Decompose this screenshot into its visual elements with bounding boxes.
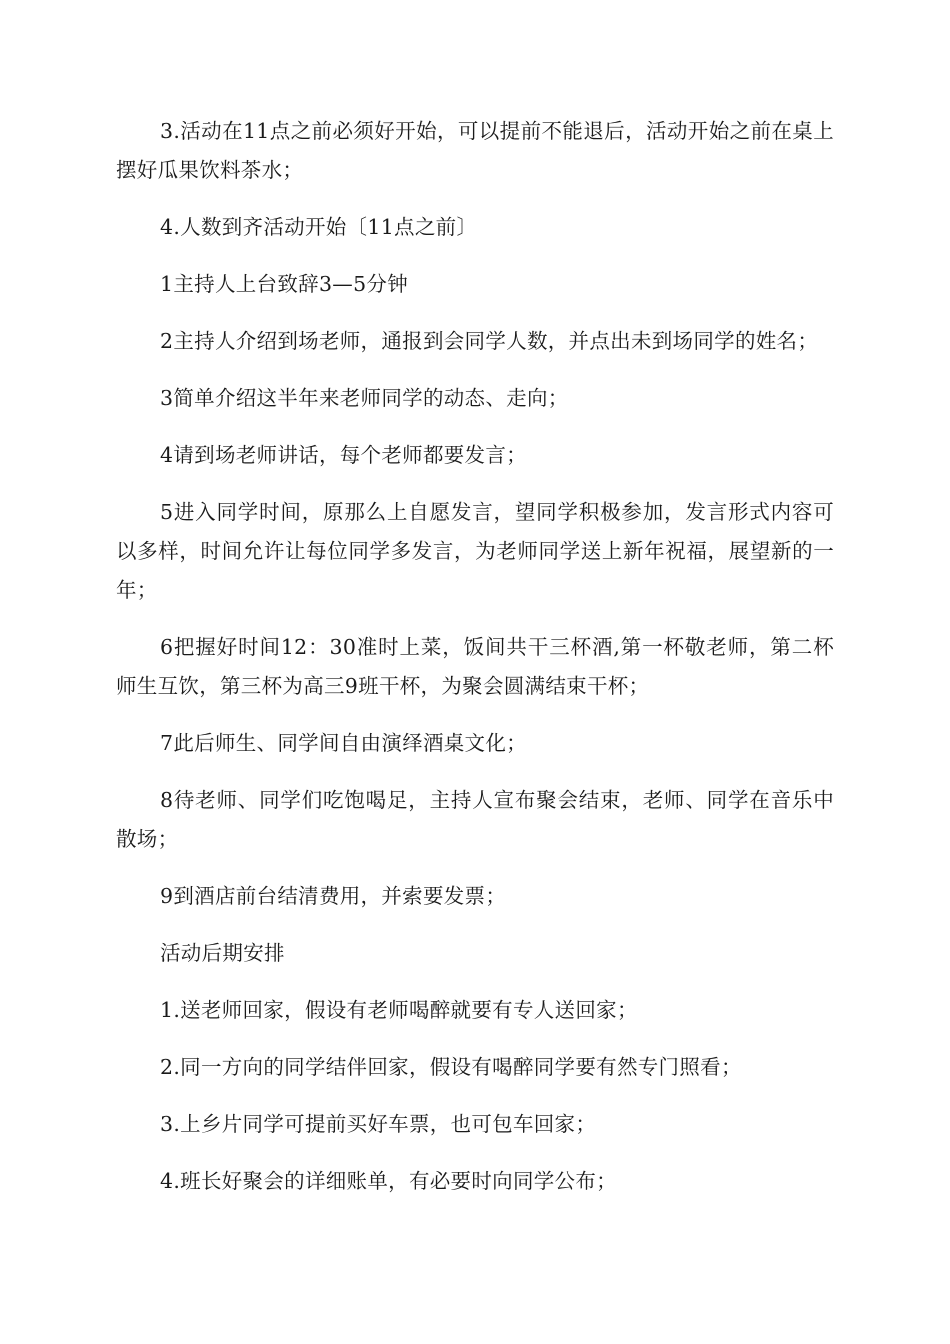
paragraph-send-teachers-home: 1.送老师回家，假设有老师喝醉就要有专人送回家； (160, 998, 638, 1022)
paragraph-start-time: 3.活动在11点之前必须好开始，可以提前不能退后，活动开始之前在桌上摆好瓜果饮料茶水； (116, 119, 834, 182)
paragraph-party-end: 8待老师、同学们吃饱喝足，主持人宣布聚会结束，老师、同学在音乐中散场； (116, 788, 834, 851)
paragraph-introduce-teachers: 2主持人介绍到场老师，通报到会同学人数，并点出未到场同学的姓名； (160, 329, 819, 353)
paragraph-tickets: 3.上乡片同学可提前买好车票，也可包车回家； (160, 1112, 597, 1136)
paragraph-brief-update: 3简单介绍这半年来老师同学的动态、走向； (160, 386, 569, 410)
paragraph-free-time: 7此后师生、同学间自由演绎酒桌文化； (160, 731, 527, 755)
paragraph-student-time: 5进入同学时间，原那么上自愿发言，望同学积极参加，发言形式内容可以多样，时间允许让每位同学多发言，为老师同学送上新年祝福，展望新的一年； (116, 500, 834, 602)
paragraph-travel-together: 2.同一方向的同学结伴回家，假设有喝醉同学要有然专门照看； (160, 1055, 742, 1079)
section-heading-post-event: 活动后期安排 (160, 941, 285, 965)
paragraph-activity-start: 4.人数到齐活动开始〔11点之前〕 (160, 215, 478, 239)
document-body (116, 112, 834, 1219)
paragraph-settle-bill: 9到酒店前台结清费用，并索要发票； (160, 884, 507, 908)
paragraph-teacher-speech: 4请到场老师讲话，每个老师都要发言； (160, 443, 527, 467)
paragraph-bill-details: 4.班长好聚会的详细账单，有必要时向同学公布； (160, 1169, 617, 1193)
paragraph-host-speech: 1主持人上台致辞3—5分钟 (160, 272, 409, 296)
paragraph-dinner-toasts: 6把握好时间12：30准时上菜，饭间共干三杯酒,第一杯敬老师，第二杯师生互饮，第三杯为高三9班干杯，为聚会圆满结束干杯； (116, 635, 834, 698)
